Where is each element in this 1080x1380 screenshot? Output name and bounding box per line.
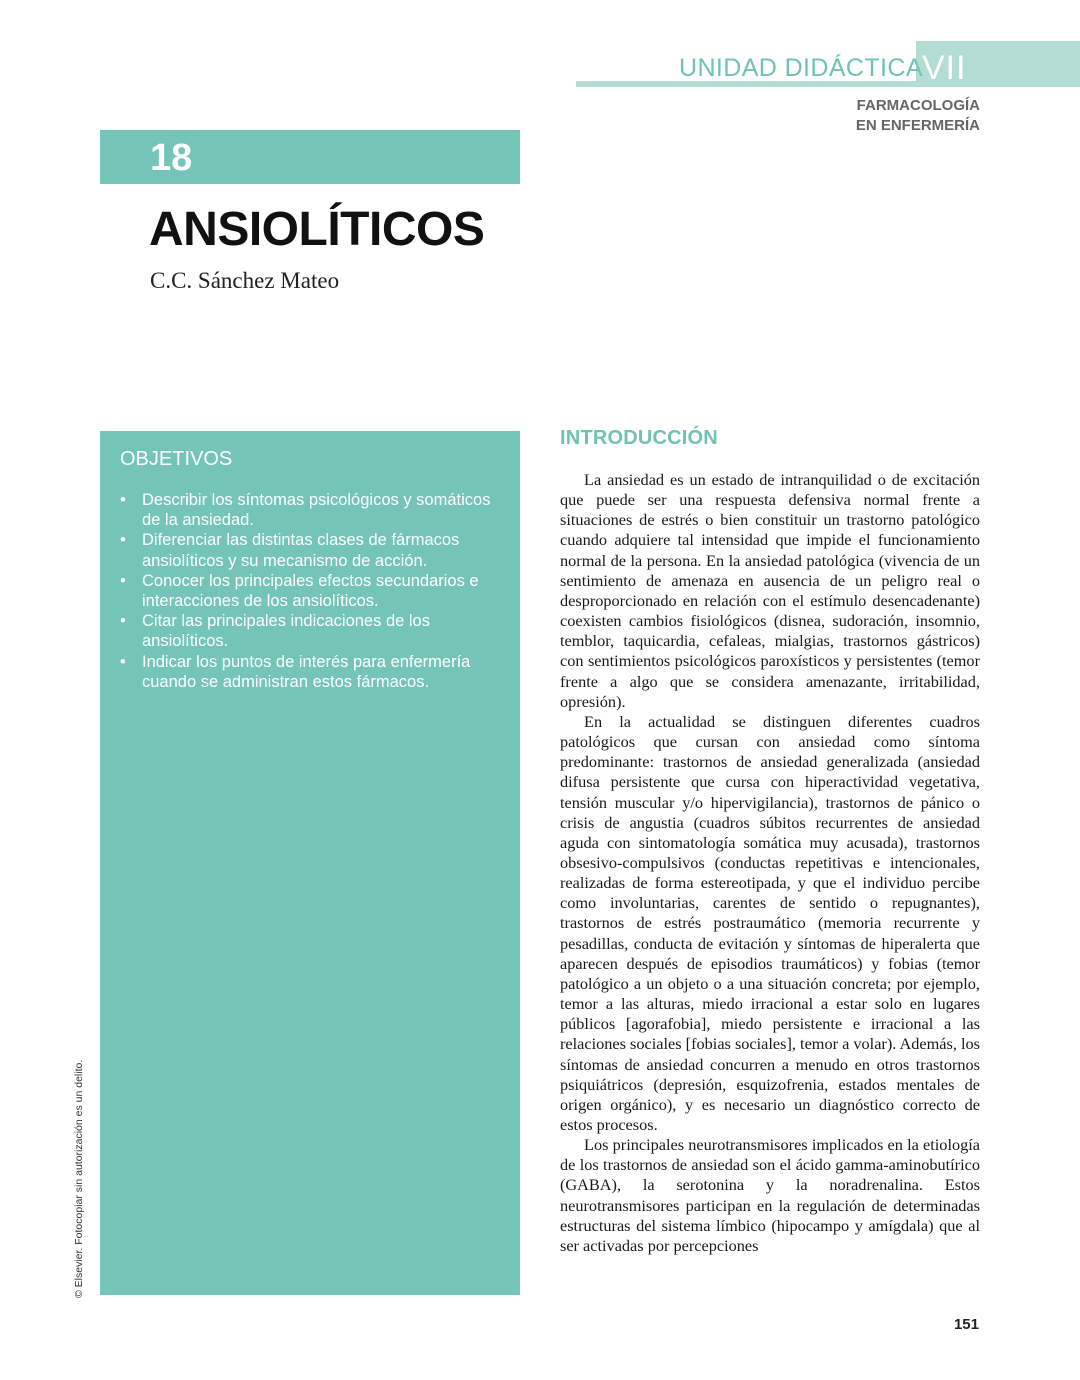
objectives-list — [120, 490, 505, 692]
page-number: 151 — [953, 1316, 979, 1333]
introduction-paragraph: La ansiedad es un estado de intranquilidad o de excitación que puede ser una respuesta defensiva normal frente a situaciones de estrés o bien constituir un trastorno patológico cuando adquiere tal intensidad que impide el funcionamiento normal de la persona. En la ansiedad patológica (vivencia de un sentimiento de amenaza en ausencia de un peligro real o desproporcionado en relación con el estímulo desencadenante) coexisten cambios fisiológicos (disnea, sudoración, insomnio, temblor, taquicardia, cefaleas, mialgias, trastornos gástricos) con sentimientos psicológicos paroxísticos y persistentes (temor frente a algo que se considera amenazante, irritabilidad, opresión). — [560, 470, 980, 711]
introduction-heading: INTRODUCCIÓN — [560, 427, 718, 449]
objective-text: Citar las principales indicaciones de los ansiolíticos. — [142, 612, 430, 651]
introduction-paragraph: Los principales neurotransmisores implicados en la etiología de los trastornos de ansiedad son el ácido gamma-aminobutírico (GABA), la serotonina y la noradrenalina. Estos neurotransmisores participan en la regulación de determinadas estructuras del sistema límbico (hipocampo y amígdala) que al ser activadas por percepciones — [560, 1135, 980, 1255]
objective-text: Diferenciar las distintas clases de fármacos ansiolíticos y su mecanismo de acción. — [142, 531, 460, 570]
objectives-box — [100, 431, 520, 1295]
objective-item — [120, 611, 505, 651]
bullet-icon: • — [120, 612, 126, 631]
bullet-icon: • — [120, 571, 126, 590]
copyright-note: © Elsevier. Fotocopiar sin autorización es un delito. — [73, 1059, 85, 1298]
unit-number: VII — [922, 49, 967, 87]
objective-item — [120, 530, 505, 570]
book-title — [856, 96, 980, 136]
chapter-title: ANSIOLÍTICOS — [149, 203, 485, 256]
objective-text: Indicar los puntos de interés para enfermería cuando se administran estos fármacos. — [142, 652, 471, 691]
objectives-title: OBJETIVOS — [120, 448, 233, 470]
objective-item — [120, 571, 505, 611]
bullet-icon: • — [120, 531, 126, 550]
bullet-icon: • — [120, 652, 126, 671]
objective-item — [120, 652, 505, 692]
introduction-body — [560, 470, 980, 1256]
chapter-author: C.C. Sánchez Mateo — [150, 268, 340, 293]
introduction-paragraph: En la actualidad se distinguen diferentes cuadros patológicos que cursan con ansiedad como síntoma predominante: trastornos de ansiedad generalizada (ansiedad difusa persistente que cursa con hiperactividad vegetativa, tensión muscular y/o hipervigilancia), trastornos de pánico o crisis de angustia (cuadros súbitos recurrentes de ansiedad aguda con sintomatología somática muy acusada), trastornos obsesivo-compulsivos (conductas repetitivas e intencionales, realizadas de forma estereotipada, y que el individuo percibe como involuntarias, carentes de sentido o repugnantes), trastornos de estrés postraumático (memoria recurrente y pesadillas, conducta de evitación y síntomas de hiperalerta que aparecen después de episodios traumáticos) y fobias (temor patológico a un objeto o a una situación concreta; por ejemplo, temor a las alturas, miedo irracional a estar solo en lugares públicos [agorafobia], miedo persistente e irracional a las relaciones sociales [fobias sociales], temor a volar). Además, los síntomas de ansiedad concurren a menudo en otros trastornos psiquiátricos (depresión, esquizofrenia, estados mentales de origen orgánico), y es necesario un diagnóstico correcto de estos procesos. — [560, 711, 981, 1134]
book-title-line2: EN ENFERMERÍA — [855, 117, 980, 134]
objective-text: Conocer los principales efectos secundarios e interacciones de los ansiolíticos. — [142, 571, 479, 611]
objective-item — [120, 490, 505, 530]
book-title-line1: FARMACOLOGÍA — [856, 97, 980, 114]
objective-text: Describir los síntomas psicológicos y somáticos de la ansiedad. — [142, 491, 491, 530]
chapter-number: 18 — [150, 137, 193, 179]
unit-label: UNIDAD DIDÁCTICA — [679, 54, 923, 82]
bullet-icon: • — [120, 491, 126, 509]
